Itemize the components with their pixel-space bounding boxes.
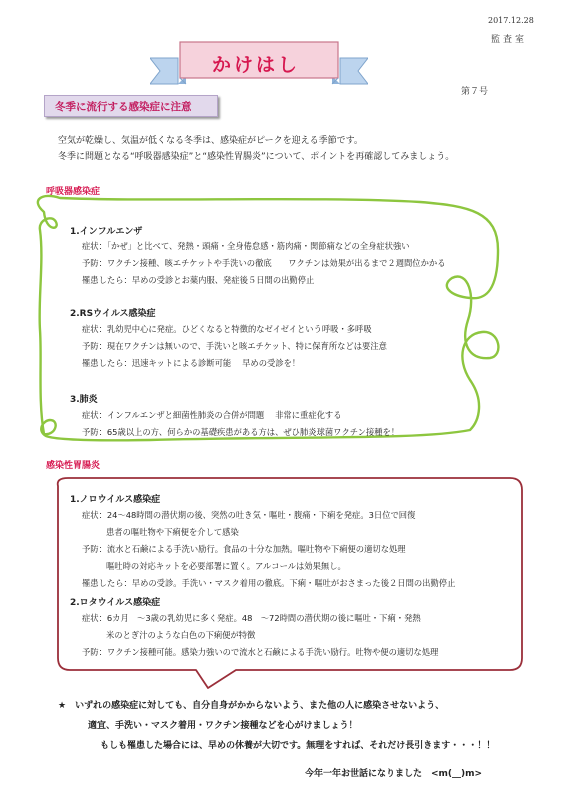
intro-line-1: 空気が乾燥し、気温が低くなる冬季は、感染症がピークを迎える季節です。 xyxy=(58,136,363,146)
gastro-item-1-title: 1.ノロウイルス感染症 xyxy=(70,495,161,505)
closing-line-3: もしも罹患した場合には、早めの休養が大切です。無理をすれば、それだけ長引きます・・・！！ xyxy=(100,741,496,751)
resp-item-1-line: 罹患したら：早めの受診とお薬内服、発症後５日間の出勤停止 xyxy=(82,275,315,285)
respiratory-heading: 呼吸器感染症 xyxy=(46,187,101,197)
gastro-item-1-line: 嘔吐時の対応キットを必要部署に置く。アルコールは効果無し。 xyxy=(106,561,346,571)
gastro-item-1-line: 症状：24～48時間の潜伏期の後、突然の吐き気・嘔吐・腹痛・下痢を発症。3日位で回復 xyxy=(82,510,416,520)
newsletter-title: かけはし xyxy=(211,54,300,76)
resp-item-2-line: 症状：乳幼児中心に発症。ひどくなると特徴的なゼイゼイという呼吸・多呼吸 xyxy=(82,324,372,334)
gastro-item-1-line: 予防：流水と石鹸による手洗い励行。食品の十分な加熱。嘔吐物や下痢便の適切な処理 xyxy=(82,544,406,554)
resp-item-2-line: 予防：現在ワクチンは無いので、手洗いと咳エチケット、特に保育所などは要注意 xyxy=(82,341,387,351)
intro-line-2: 冬季に問題となる“呼吸器感染症”と“感染性胃腸炎”について、ポイントを再確認してみましょう。 xyxy=(58,152,455,162)
resp-item-3-line: 予防：65歳以上の方、何らかの基礎疾患がある方は、ぜひ肺炎球菌ワクチン接種を！ xyxy=(82,427,400,437)
issue-number: 第７号 xyxy=(461,87,489,97)
section-title: 冬季に流行する感染症に注意 xyxy=(55,101,192,113)
closing-line-1: ★ いずれの感染症に対しても、自分自身がかからないよう、また他の人に感染させないよう、 xyxy=(58,701,445,711)
gastro-item-2-line: 予防：ワクチン接種可能。感染力強いので流水と石鹸による手洗い励行。吐物や便の適切な処理 xyxy=(82,647,439,657)
resp-item-3-title: 3.肺炎 xyxy=(70,395,98,405)
resp-item-1-line: 予防：ワクチン接種、咳エチケットや手洗いの徹底 ワクチンは効果が出るまで２週間位かかる xyxy=(82,258,446,268)
gastro-item-1-line: 患者の嘔吐物や下痢便を介して感染 xyxy=(106,527,239,537)
gastro-item-2-title: 2.ロタウイルス感染症 xyxy=(70,598,161,608)
gastro-heading: 感染性胃腸炎 xyxy=(46,461,101,471)
department-name: 監査室 xyxy=(491,35,528,45)
closing-line-2: 適宜、手洗い・マスク着用・ワクチン接種などを心がけましょう！ xyxy=(88,721,358,731)
gastro-item-1-line: 罹患したら：早めの受診。手洗い・マスク着用の徹底。下痢・嘔吐がおさまった後２日間の出勤停止 xyxy=(82,578,456,588)
gastro-item-2-line: 症状：6カ月 ～3歳の乳幼児に多く発症。48 ～72時間の潜伏期の後に嘔吐・下痢・発熱 xyxy=(82,613,421,623)
resp-item-1-line: 症状：「かぜ」と比べて、発熱・頭痛・全身倦怠感・筋肉痛・関節痛などの全身症状強い xyxy=(82,241,410,251)
resp-item-3-line: 症状：インフルエンザと細菌性肺炎の合併が問題 非常に重症化する xyxy=(82,410,342,420)
issue-date: 2017.12.28 xyxy=(488,16,534,25)
gastro-item-2-line: 米のとぎ汁のような白色の下痢便が特徴 xyxy=(106,630,256,640)
resp-item-2-title: 2.RSウイルス感染症 xyxy=(70,309,156,319)
resp-item-1-title: 1.インフルエンザ xyxy=(70,227,143,237)
thanks-message: 今年一年お世話になりました <m(__)m> xyxy=(305,769,483,779)
resp-item-2-line: 罹患したら：迅速キットによる診断可能 早めの受診を！ xyxy=(82,358,301,368)
